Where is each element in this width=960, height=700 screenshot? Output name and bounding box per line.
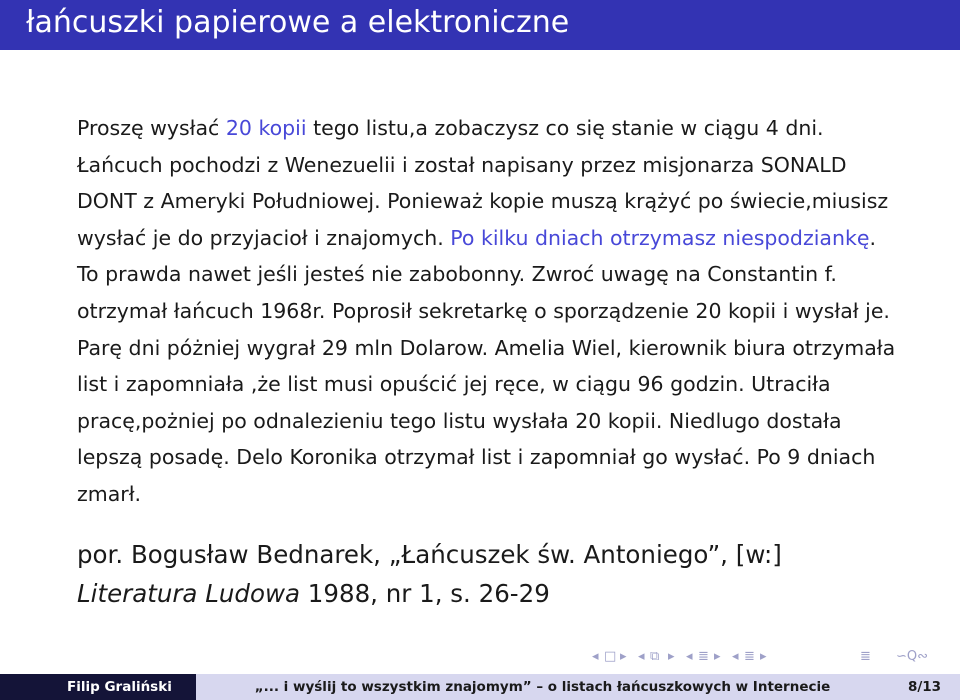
citation [77,535,897,613]
body-text-2: tego listu,a zobaczysz co się stanie w ciągu 4 dni. Łańcuch pochodzi z Wenezuelii i został napisany przez misjonarza SONALD DONT z Ameryki Południowej. Ponieważ kopie muszą krążyć po świecie,miusisz wysłać je do przyjacioł i znajomych. [77,116,889,250]
frame-next-icon[interactable]: ▸ [620,649,627,664]
document-prev-icon[interactable]: ◂ [732,649,739,664]
footer-author: Filip Graliński [0,674,196,700]
citation-lead: por. Bogusław Bednarek, „Łańcuszek św. Antoniego”, [w:] [77,539,782,569]
frame-icon[interactable]: □ [604,649,617,664]
citation-journal: Literatura Ludowa [77,578,301,608]
subsection-prev-icon[interactable]: ◂ [638,649,645,664]
slide-body [77,110,897,613]
body-text-3: . To prawda nawet jeśli jesteś nie zabobonny. Zwroć uwagę na Constantin f. otrzymał łańcuch 1968r. Poprosił sekretarkę o sporządzenie 20 kopii i wysłał je. Parę dni póżniej wygrał 29 mln Dolarow. Amelia Wiel, kierownik biura otrzymała list i zapomniała ,że list musi opuścić jej ręce, w ciągu 96 godzin. Utraciła pracę,pożniej po odnalezieniu tego listu wysłała 20 kopii. Niedlugo dostała lepszą posadę. Delo Koronika otrzymał list i zapomniał go wysłać. Po 9 dniach zmarł. [77,225,896,506]
section-next-icon[interactable]: ▸ [714,649,721,664]
chain-letter-text [77,110,897,513]
section-prev-icon[interactable]: ◂ [686,649,693,664]
section-icon[interactable]: ≣ [698,649,709,664]
document-icon[interactable]: ≣ [744,649,755,664]
subsection-next-icon[interactable]: ▸ [668,649,675,664]
search-icon[interactable]: ∽Q∾ [896,649,929,664]
align-icon[interactable]: ≣ [860,649,871,664]
subsection-icon[interactable]: ⧉ [650,649,660,664]
highlight-copies: 20 kopii [225,116,307,140]
title-bar [0,0,960,50]
footer-presentation-title: „... i wyślij to wszystkim znajomym” – o listach łańcuszkowych w Internecie [196,674,889,700]
slide-title: łańcuszki papierowe a elektroniczne [26,5,570,40]
beamer-navigation [560,647,960,667]
footer-page-number: 8/13 [889,674,960,700]
frame-prev-icon[interactable]: ◂ [592,649,599,664]
body-text-1: Proszę wysłać [77,116,226,140]
citation-tail: 1988, nr 1, s. 26-29 [300,578,550,608]
document-next-icon[interactable]: ▸ [760,649,767,664]
highlight-surprise: Po kilku dniach otrzymasz niespodziankę [450,225,870,250]
footer-bar [0,674,960,700]
